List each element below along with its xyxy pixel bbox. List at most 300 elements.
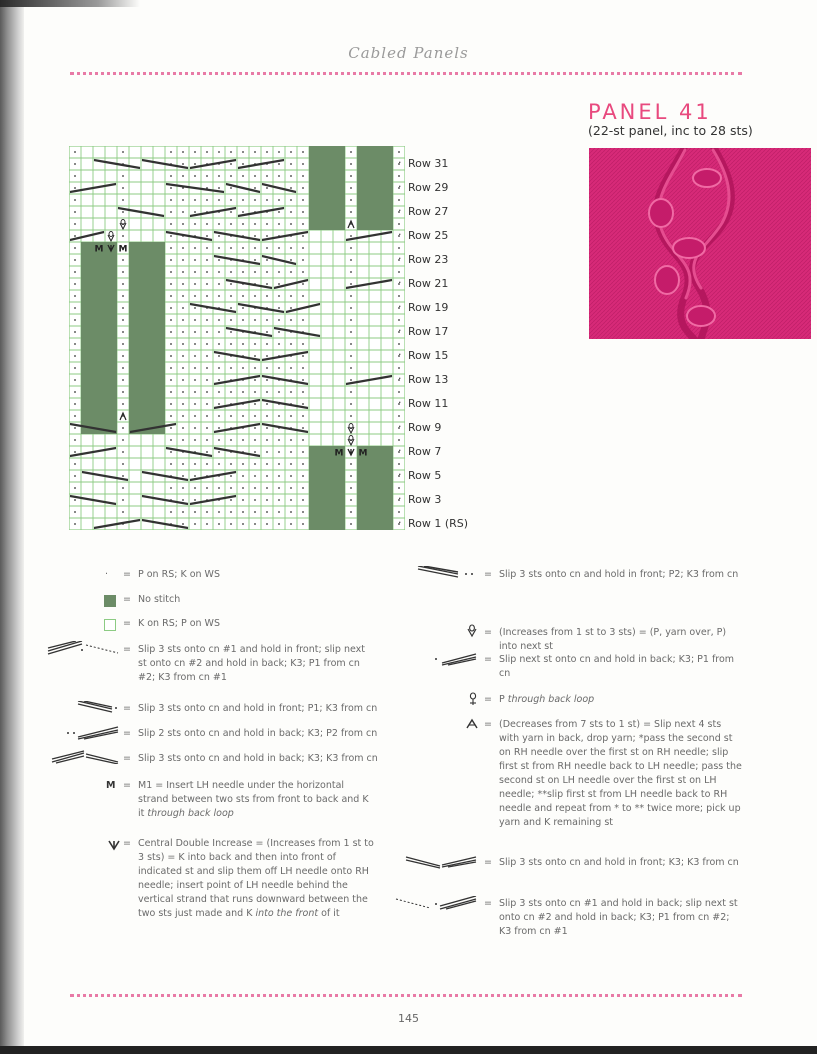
purl-dot bbox=[278, 271, 280, 273]
purl-dot bbox=[206, 283, 208, 285]
purl-dot bbox=[266, 163, 268, 165]
purl-dot bbox=[74, 283, 76, 285]
purl-dot bbox=[266, 223, 268, 225]
purl-dot bbox=[206, 451, 208, 453]
purl-dot bbox=[266, 199, 268, 201]
purl-dot bbox=[242, 343, 244, 345]
purl-dot bbox=[170, 319, 172, 321]
purl-dot bbox=[302, 319, 304, 321]
purl-dot bbox=[350, 295, 352, 297]
running-head: Cabled Panels bbox=[348, 44, 469, 62]
purl-dot bbox=[266, 283, 268, 285]
purl-dot bbox=[182, 319, 184, 321]
purl-dot bbox=[194, 319, 196, 321]
purl-dot bbox=[170, 403, 172, 405]
purl-dot bbox=[290, 223, 292, 225]
purl-dot bbox=[302, 199, 304, 201]
purl-dot bbox=[254, 223, 256, 225]
purl-dot bbox=[242, 415, 244, 417]
purl-dot bbox=[74, 259, 76, 261]
purl-dot bbox=[350, 511, 352, 513]
purl-dot bbox=[350, 319, 352, 321]
increase-1-to-3-icon bbox=[467, 624, 477, 638]
purl-dot bbox=[254, 523, 256, 525]
purl-dot bbox=[182, 427, 184, 429]
purl-dot bbox=[218, 379, 220, 381]
row-marker-dot: · bbox=[398, 516, 402, 529]
purl-dot bbox=[194, 511, 196, 513]
purl-dot bbox=[170, 283, 172, 285]
purl-dot bbox=[182, 247, 184, 249]
purl-dot bbox=[278, 475, 280, 477]
purl-dot bbox=[74, 487, 76, 489]
purl-dot bbox=[170, 271, 172, 273]
purl-dot bbox=[278, 199, 280, 201]
purl-dot bbox=[182, 415, 184, 417]
purl-dot bbox=[398, 295, 400, 297]
purl-dot bbox=[242, 271, 244, 273]
row-marker-dot: · bbox=[398, 228, 402, 241]
purl-dot bbox=[182, 235, 184, 237]
purl-dot bbox=[182, 199, 184, 201]
purl-dot bbox=[122, 379, 124, 381]
purl-dot bbox=[254, 475, 256, 477]
purl-dot bbox=[278, 223, 280, 225]
purl-dot bbox=[74, 499, 76, 501]
purl-dot bbox=[218, 367, 220, 369]
purl-dot bbox=[206, 175, 208, 177]
purl-dot bbox=[122, 307, 124, 309]
purl-dot bbox=[218, 295, 220, 297]
purl-dot bbox=[242, 211, 244, 213]
purl-dot bbox=[194, 403, 196, 405]
purl-dot bbox=[290, 451, 292, 453]
purl-dot bbox=[218, 487, 220, 489]
purl-dot bbox=[242, 307, 244, 309]
purl-dot bbox=[122, 511, 124, 513]
cable-front-3-1-icon bbox=[76, 701, 120, 715]
purl-dot bbox=[182, 499, 184, 501]
purl-dot bbox=[278, 163, 280, 165]
purl-dot bbox=[206, 523, 208, 525]
purl-dot bbox=[218, 259, 220, 261]
purl-dot bbox=[290, 319, 292, 321]
purl-dot bbox=[218, 523, 220, 525]
purl-dot bbox=[230, 451, 232, 453]
purl-dot bbox=[122, 403, 124, 405]
cable-back-3-2-icon bbox=[64, 726, 120, 740]
purl-dot bbox=[278, 355, 280, 357]
purl-dot bbox=[254, 331, 256, 333]
purl-dot bbox=[74, 343, 76, 345]
purl-dot bbox=[242, 223, 244, 225]
purl-dot bbox=[302, 475, 304, 477]
purl-dot bbox=[206, 271, 208, 273]
purl-dot bbox=[170, 379, 172, 381]
purl-dot bbox=[254, 199, 256, 201]
cable-back-1-3-icon bbox=[432, 652, 478, 666]
purl-dot bbox=[182, 451, 184, 453]
purl-dot bbox=[230, 247, 232, 249]
panel-title: PANEL 41 bbox=[588, 100, 712, 124]
purl-dot bbox=[74, 271, 76, 273]
row-marker-dot: · bbox=[398, 492, 402, 505]
purl-dot bbox=[206, 499, 208, 501]
purl-dot bbox=[242, 379, 244, 381]
purl-dot bbox=[230, 235, 232, 237]
purl-dot bbox=[242, 151, 244, 153]
purl-dot bbox=[290, 259, 292, 261]
purl-dot bbox=[170, 259, 172, 261]
purl-dot bbox=[398, 271, 400, 273]
purl-dot bbox=[230, 439, 232, 441]
purl-dot bbox=[290, 343, 292, 345]
purl-dot bbox=[230, 223, 232, 225]
purl-dot bbox=[290, 187, 292, 189]
row-label: Row 29 bbox=[408, 181, 449, 194]
purl-dot bbox=[122, 391, 124, 393]
purl-dot bbox=[182, 391, 184, 393]
scan-bottom-edge bbox=[0, 1046, 817, 1054]
purl-dot bbox=[278, 487, 280, 489]
purl-dot bbox=[302, 463, 304, 465]
purl-dot bbox=[218, 151, 220, 153]
purl-dot bbox=[194, 187, 196, 189]
purl-dot bbox=[182, 259, 184, 261]
purl-dot bbox=[302, 247, 304, 249]
purl-dot bbox=[230, 271, 232, 273]
purl-dot bbox=[218, 403, 220, 405]
purl-dot bbox=[302, 391, 304, 393]
purl-dot bbox=[194, 427, 196, 429]
purl-dot bbox=[74, 379, 76, 381]
purl-dot bbox=[242, 235, 244, 237]
bottom-dotted-rule bbox=[70, 994, 742, 997]
purl-dot bbox=[302, 451, 304, 453]
purl-dot bbox=[218, 163, 220, 165]
purl-dot bbox=[302, 283, 304, 285]
purl-dot bbox=[266, 403, 268, 405]
purl-dot bbox=[290, 151, 292, 153]
purl-dot bbox=[230, 379, 232, 381]
purl-dot bbox=[194, 523, 196, 525]
purl-dot bbox=[218, 439, 220, 441]
purl-dot bbox=[170, 247, 172, 249]
purl-dot bbox=[398, 415, 400, 417]
purl-dot bbox=[170, 331, 172, 333]
purl-dot bbox=[302, 295, 304, 297]
purl-dot bbox=[302, 379, 304, 381]
purl-dot bbox=[266, 211, 268, 213]
purl-dot bbox=[122, 367, 124, 369]
purl-dot bbox=[206, 427, 208, 429]
purl-dot bbox=[254, 391, 256, 393]
purl-dot bbox=[398, 151, 400, 153]
decrease-7-to-1-icon bbox=[466, 718, 478, 730]
purl-dot bbox=[350, 331, 352, 333]
purl-dot bbox=[278, 499, 280, 501]
purl-dot bbox=[242, 295, 244, 297]
purl-dot bbox=[290, 175, 292, 177]
purl-dot bbox=[194, 307, 196, 309]
purl-dot bbox=[290, 463, 292, 465]
purl-dot bbox=[350, 247, 352, 249]
purl-dot bbox=[122, 439, 124, 441]
purl-dot bbox=[278, 307, 280, 309]
purl-dot bbox=[350, 283, 352, 285]
purl-dot bbox=[350, 235, 352, 237]
purl-dot bbox=[170, 211, 172, 213]
purl-dot bbox=[278, 247, 280, 249]
purl-dot bbox=[218, 175, 220, 177]
purl-dot bbox=[254, 175, 256, 177]
purl-dot bbox=[170, 367, 172, 369]
purl-dot bbox=[122, 151, 124, 153]
purl-dot bbox=[182, 175, 184, 177]
purl-dot bbox=[122, 463, 124, 465]
purl-dot bbox=[242, 355, 244, 357]
purl-dot bbox=[74, 199, 76, 201]
purl-dot bbox=[266, 271, 268, 273]
purl-dot bbox=[182, 439, 184, 441]
purl-dot bbox=[74, 451, 76, 453]
purl-dot bbox=[170, 187, 172, 189]
purl-dot bbox=[194, 475, 196, 477]
purl-dot bbox=[122, 319, 124, 321]
purl-dot bbox=[254, 163, 256, 165]
purl-dot bbox=[218, 211, 220, 213]
purl-dot bbox=[74, 151, 76, 153]
book-gutter-shadow bbox=[0, 0, 24, 1054]
purl-dot bbox=[206, 319, 208, 321]
no-stitch-icon bbox=[104, 595, 116, 607]
purl-dot bbox=[398, 367, 400, 369]
purl-dot bbox=[74, 463, 76, 465]
purl-dot bbox=[194, 259, 196, 261]
purl-dot bbox=[242, 187, 244, 189]
purl-dot bbox=[230, 295, 232, 297]
purl-dot bbox=[278, 367, 280, 369]
central-double-increase-icon bbox=[108, 839, 120, 851]
purl-dot bbox=[122, 199, 124, 201]
purl-dot bbox=[242, 391, 244, 393]
purl-dot bbox=[290, 211, 292, 213]
purl-dot bbox=[122, 175, 124, 177]
purl-dot bbox=[182, 307, 184, 309]
purl-dot bbox=[254, 319, 256, 321]
purl-dot bbox=[254, 295, 256, 297]
no-stitch-block bbox=[357, 146, 393, 230]
purl-dot bbox=[302, 415, 304, 417]
purl-dot bbox=[230, 475, 232, 477]
purl-dot bbox=[302, 499, 304, 501]
purl-dot bbox=[242, 451, 244, 453]
purl-dot bbox=[242, 163, 244, 165]
purl-dot bbox=[242, 319, 244, 321]
purl-dot bbox=[242, 367, 244, 369]
purl-dot bbox=[122, 295, 124, 297]
purl-dot bbox=[74, 391, 76, 393]
empty-cell-icon bbox=[104, 619, 116, 631]
purl-dot bbox=[122, 487, 124, 489]
purl-dot bbox=[278, 151, 280, 153]
purl-dot bbox=[350, 475, 352, 477]
purl-dot bbox=[266, 499, 268, 501]
purl-dot bbox=[206, 235, 208, 237]
row-label: Row 11 bbox=[408, 397, 449, 410]
purl-dot bbox=[170, 463, 172, 465]
purl-dot bbox=[266, 307, 268, 309]
purl-dot bbox=[74, 511, 76, 513]
purl-dot bbox=[302, 151, 304, 153]
purl-dot bbox=[254, 259, 256, 261]
purl-dot bbox=[218, 415, 220, 417]
purl-dot bbox=[122, 235, 124, 237]
purl-dot bbox=[194, 439, 196, 441]
purl-dot bbox=[242, 427, 244, 429]
row-label: Row 9 bbox=[408, 421, 442, 434]
purl-dot bbox=[398, 463, 400, 465]
purl-dot bbox=[254, 355, 256, 357]
purl-dot bbox=[290, 403, 292, 405]
purl-dot bbox=[278, 343, 280, 345]
dot-icon: · bbox=[105, 569, 109, 580]
purl-dot bbox=[122, 499, 124, 501]
purl-dot bbox=[194, 199, 196, 201]
row-label: Row 1 (RS) bbox=[408, 517, 469, 530]
purl-dot bbox=[398, 319, 400, 321]
purl-dot bbox=[242, 475, 244, 477]
purl-dot bbox=[182, 475, 184, 477]
purl-dot bbox=[398, 511, 400, 513]
purl-dot bbox=[194, 415, 196, 417]
purl-dot bbox=[350, 415, 352, 417]
row-marker-dot: · bbox=[398, 156, 402, 169]
purl-dot bbox=[194, 247, 196, 249]
purl-dot bbox=[206, 475, 208, 477]
purl-dot bbox=[206, 151, 208, 153]
purl-dot bbox=[182, 487, 184, 489]
purl-dot bbox=[278, 511, 280, 513]
purl-dot bbox=[398, 391, 400, 393]
top-dotted-rule bbox=[70, 72, 742, 75]
purl-dot bbox=[350, 499, 352, 501]
purl-dot bbox=[290, 355, 292, 357]
purl-dot bbox=[218, 187, 220, 189]
purl-dot bbox=[290, 367, 292, 369]
purl-dot bbox=[182, 523, 184, 525]
purl-dot bbox=[74, 355, 76, 357]
purl-dot bbox=[266, 355, 268, 357]
purl-dot bbox=[350, 487, 352, 489]
purl-dot bbox=[206, 415, 208, 417]
purl-dot bbox=[218, 307, 220, 309]
purl-dot bbox=[218, 283, 220, 285]
purl-dot bbox=[74, 307, 76, 309]
purl-dot bbox=[350, 271, 352, 273]
m1-mark: M bbox=[118, 244, 128, 255]
purl-dot bbox=[122, 355, 124, 357]
purl-dot bbox=[254, 403, 256, 405]
purl-dot bbox=[194, 451, 196, 453]
purl-dot bbox=[170, 223, 172, 225]
purl-dot bbox=[218, 391, 220, 393]
row-marker-dot: · bbox=[398, 348, 402, 361]
purl-dot bbox=[266, 259, 268, 261]
purl-dot bbox=[206, 223, 208, 225]
purl-dot bbox=[74, 163, 76, 165]
purl-dot bbox=[182, 343, 184, 345]
purl-dot bbox=[218, 199, 220, 201]
purl-dot bbox=[398, 247, 400, 249]
row-label: Row 17 bbox=[408, 325, 449, 338]
purl-dot bbox=[182, 283, 184, 285]
purl-dot bbox=[278, 331, 280, 333]
purl-dot bbox=[242, 331, 244, 333]
purl-dot bbox=[122, 271, 124, 273]
purl-dot bbox=[350, 259, 352, 261]
no-stitch-block bbox=[129, 242, 165, 434]
purl-dot bbox=[218, 235, 220, 237]
purl-dot bbox=[182, 295, 184, 297]
purl-dot bbox=[218, 223, 220, 225]
purl-dot bbox=[278, 175, 280, 177]
purl-dot bbox=[74, 175, 76, 177]
row-label: Row 15 bbox=[408, 349, 449, 362]
purl-dot bbox=[74, 247, 76, 249]
purl-dot bbox=[74, 415, 76, 417]
purl-dot bbox=[230, 367, 232, 369]
purl-dot bbox=[230, 307, 232, 309]
purl-dot bbox=[230, 187, 232, 189]
purl-dot bbox=[170, 511, 172, 513]
purl-dot bbox=[278, 187, 280, 189]
scan-edge bbox=[0, 0, 140, 7]
purl-dot bbox=[194, 379, 196, 381]
purl-dot bbox=[74, 367, 76, 369]
purl-dot bbox=[74, 475, 76, 477]
purl-dot bbox=[278, 391, 280, 393]
purl-dot bbox=[218, 463, 220, 465]
purl-dot bbox=[230, 331, 232, 333]
purl-dot bbox=[206, 199, 208, 201]
row-label: Row 23 bbox=[408, 253, 449, 266]
purl-dot bbox=[350, 211, 352, 213]
purl-dot bbox=[290, 247, 292, 249]
purl-dot bbox=[350, 343, 352, 345]
purl-dot bbox=[290, 235, 292, 237]
row-label: Row 25 bbox=[408, 229, 449, 242]
purl-dot bbox=[74, 319, 76, 321]
purl-dot bbox=[278, 211, 280, 213]
purl-dot bbox=[230, 151, 232, 153]
purl-dot bbox=[350, 307, 352, 309]
no-stitch-block bbox=[309, 446, 345, 530]
purl-dot bbox=[182, 367, 184, 369]
purl-dot bbox=[230, 355, 232, 357]
purl-dot bbox=[398, 199, 400, 201]
purl-dot bbox=[266, 391, 268, 393]
purl-dot bbox=[122, 475, 124, 477]
row-label: Row 31 bbox=[408, 157, 449, 170]
purl-dot bbox=[194, 355, 196, 357]
row-label: Row 27 bbox=[408, 205, 449, 218]
purl-dot bbox=[266, 187, 268, 189]
purl-dot bbox=[290, 487, 292, 489]
purl-dot bbox=[302, 331, 304, 333]
purl-dot bbox=[266, 343, 268, 345]
purl-dot bbox=[254, 367, 256, 369]
